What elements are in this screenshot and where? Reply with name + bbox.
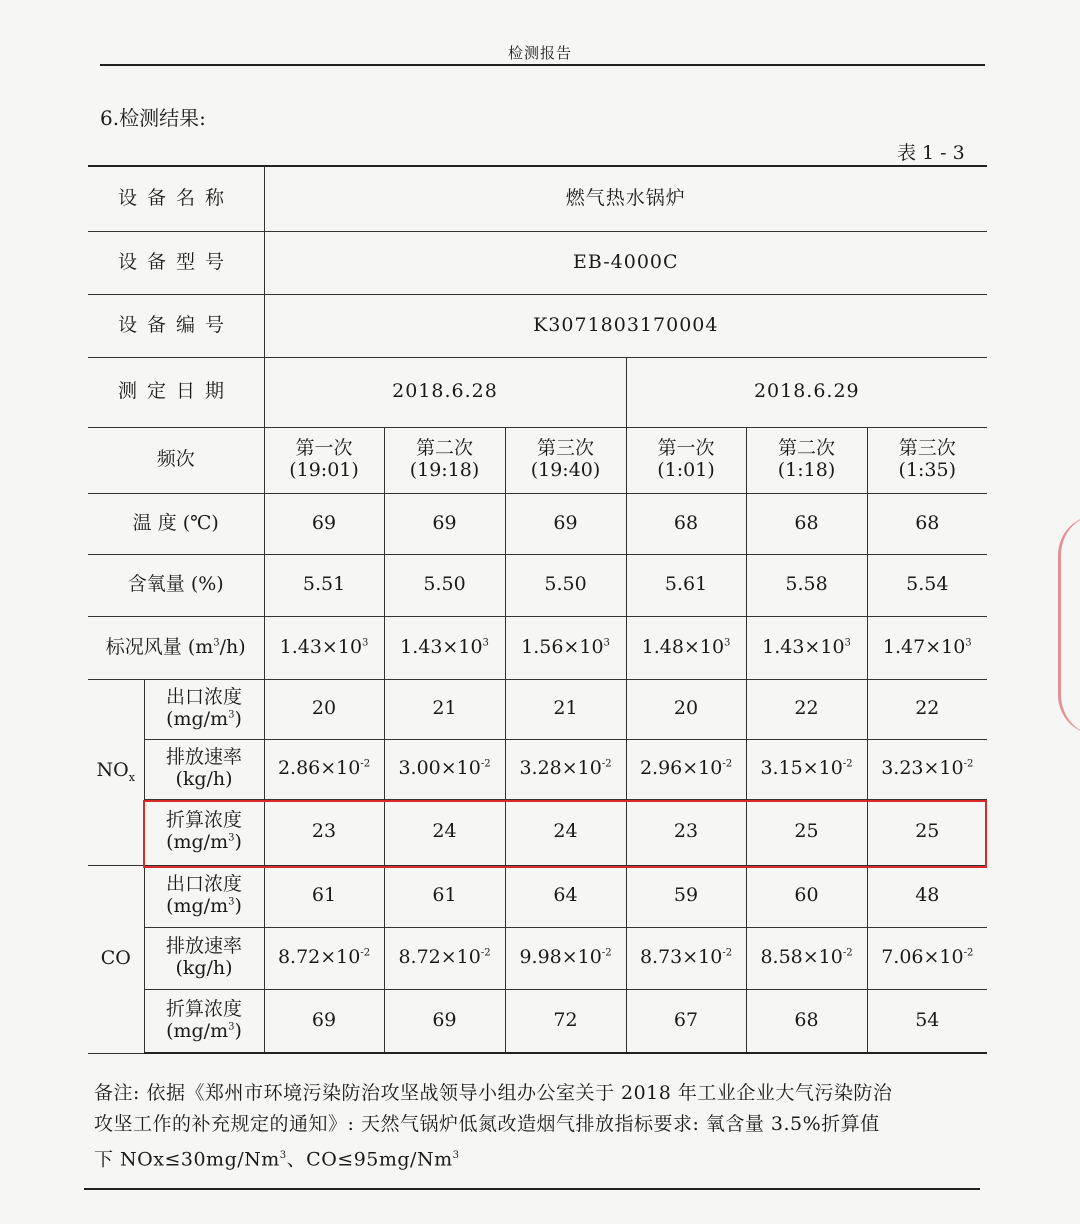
co-outlet-value: 61 — [384, 865, 505, 927]
frequency-name: 第二次 — [778, 437, 836, 460]
co-rate-value — [384, 927, 505, 989]
note-line-1: 备注: 依据《郑州市环境污染防治攻坚战领导小组办公室关于 2018 年工业企业大气污染防治 — [94, 1082, 893, 1104]
results-table — [88, 165, 987, 1054]
nox-group-label — [88, 679, 144, 865]
frequency-cell — [867, 427, 987, 493]
frequency-time: (19:18) — [409, 459, 480, 481]
nox-label: NO — [96, 758, 129, 781]
nox-rate-label-1: 排放速率 — [166, 746, 243, 769]
nox-converted-value: 24 — [384, 799, 505, 865]
airflow-label-end: /h) — [219, 635, 246, 658]
airflow-base: 1.43×10 — [762, 635, 845, 658]
note-line-2: 攻坚工作的补充规定的通知》: 天然气锅炉低氮改造烟气排放指标要求: 氧含量 3.5%折算值 — [94, 1113, 880, 1135]
co-rate-label-1: 排放速率 — [166, 935, 243, 958]
note-co-limit: 、CO≤95mg/Nm — [286, 1148, 453, 1171]
nox-rate-label — [144, 739, 264, 799]
oxygen-value: 5.50 — [505, 554, 626, 616]
co-converted-value: 69 — [384, 989, 505, 1053]
co-rate-value — [264, 927, 384, 989]
airflow-label-sup: 3 — [213, 637, 220, 649]
airflow-exp: 3 — [603, 637, 610, 649]
temperature-value: 69 — [264, 493, 384, 554]
nox-converted-value: 23 — [626, 799, 746, 865]
frequency-time: (19:40) — [530, 459, 601, 481]
airflow-value — [746, 616, 867, 679]
nox-rate-value — [746, 739, 867, 799]
co-outlet-label — [144, 865, 264, 927]
oxygen-value: 5.54 — [867, 554, 987, 616]
airflow-value — [867, 616, 987, 679]
nox-outlet-label — [144, 679, 264, 739]
airflow-exp: 3 — [362, 637, 369, 649]
nox-rate-exp: -2 — [963, 758, 974, 770]
co-rate-value — [746, 927, 867, 989]
test-date-label: 测定日期 — [88, 357, 264, 427]
nox-outlet-unit-sup: 3 — [228, 709, 235, 721]
co-converted-value: 54 — [867, 989, 987, 1053]
frequency-cell — [746, 427, 867, 493]
frequency-name: 第二次 — [416, 437, 474, 460]
device-model-label: 设备型号 — [88, 231, 264, 294]
nox-converted-value: 23 — [264, 799, 384, 865]
co-converted-label-1: 折算浓度 — [166, 997, 243, 1020]
nox-rate-exp: -2 — [360, 758, 371, 770]
frequency-cell — [626, 427, 746, 493]
airflow-value — [264, 616, 384, 679]
temperature-value: 68 — [746, 493, 867, 554]
nox-outlet-value: 20 — [626, 679, 746, 739]
co-rate-exp: -2 — [360, 947, 371, 959]
airflow-exp: 3 — [482, 637, 489, 649]
airflow-base: 1.43×10 — [279, 635, 363, 658]
note-nox-limit-sup: 3 — [279, 1150, 287, 1161]
co-rate-exp: -2 — [842, 947, 853, 959]
nox-rate-value — [867, 739, 987, 799]
airflow-exp: 3 — [965, 637, 972, 649]
note-co-limit-sup: 3 — [452, 1150, 460, 1161]
co-rate-base: 8.58×10 — [760, 946, 843, 969]
nox-rate-base: 3.23×10 — [881, 757, 964, 780]
section-title: 6.检测结果: — [100, 106, 206, 130]
temperature-label: 温 度 (℃) — [88, 493, 264, 554]
row-nox-rate — [88, 739, 987, 799]
row-co-converted — [88, 989, 987, 1053]
frequency-time: (19:01) — [289, 459, 359, 481]
note-nox-limit: 下 NOx≤30mg/Nm — [94, 1148, 280, 1171]
nox-rate-base: 2.86×10 — [277, 757, 361, 780]
airflow-value — [505, 616, 626, 679]
co-rate-value — [505, 927, 626, 989]
oxygen-value: 5.51 — [264, 554, 384, 616]
nox-converted-value: 25 — [867, 799, 987, 865]
nox-rate-exp: -2 — [601, 758, 612, 770]
oxygen-value: 5.58 — [746, 554, 867, 616]
nox-converted-unit-end: ) — [234, 831, 242, 853]
test-date-day1: 2018.6.28 — [264, 357, 626, 427]
co-converted-value: 69 — [264, 989, 384, 1053]
row-oxygen — [88, 554, 987, 616]
report-header-title: 检测报告 — [507, 44, 572, 62]
airflow-exp: 3 — [724, 637, 731, 649]
nox-outlet-value: 21 — [505, 679, 626, 739]
co-rate-base: 8.73×10 — [639, 946, 723, 969]
temperature-value: 68 — [626, 493, 746, 554]
co-group-label: CO — [88, 865, 144, 1053]
co-rate-exp: -2 — [963, 947, 974, 959]
red-seal-stamp-edge — [1058, 515, 1080, 735]
nox-rate-exp: -2 — [722, 758, 733, 770]
nox-outlet-value: 20 — [264, 679, 384, 739]
nox-outlet-unit-end: ) — [234, 708, 242, 730]
nox-converted-highlight-box — [143, 800, 987, 868]
airflow-exp: 3 — [844, 637, 851, 649]
co-outlet-value: 48 — [867, 865, 987, 927]
row-device-number — [88, 294, 987, 357]
nox-rate-value — [505, 739, 626, 799]
co-rate-base: 8.72×10 — [277, 946, 361, 969]
co-outlet-value: 59 — [626, 865, 746, 927]
frequency-time: (1:18) — [777, 459, 836, 481]
airflow-value — [626, 616, 746, 679]
co-outlet-unit: (mg/m — [166, 895, 229, 917]
device-name-label: 设备名称 — [88, 166, 264, 231]
airflow-base: 1.47×10 — [882, 635, 966, 658]
row-nox-outlet — [88, 679, 987, 739]
co-converted-value: 67 — [626, 989, 746, 1053]
frequency-cell — [505, 427, 626, 493]
nox-rate-exp: -2 — [842, 758, 853, 770]
nox-outlet-value: 22 — [746, 679, 867, 739]
nox-rate-value — [384, 739, 505, 799]
nox-outlet-value: 21 — [384, 679, 505, 739]
frequency-cell — [264, 427, 384, 493]
row-device-name — [88, 166, 987, 231]
nox-rate-base: 3.00×10 — [398, 757, 481, 780]
row-co-outlet — [88, 865, 987, 927]
nox-converted-unit: (mg/m — [166, 831, 229, 853]
co-outlet-label-1: 出口浓度 — [166, 873, 243, 896]
row-test-date — [88, 357, 987, 427]
co-converted-unit-end: ) — [234, 1019, 242, 1042]
nox-converted-label-1: 折算浓度 — [166, 809, 243, 832]
device-model-value: EB-4000C — [264, 231, 987, 294]
frequency-time: (1:35) — [898, 459, 957, 481]
co-outlet-value: 61 — [264, 865, 384, 927]
row-temperature — [88, 493, 987, 554]
temperature-value: 68 — [867, 493, 987, 554]
co-outlet-unit-sup: 3 — [228, 896, 235, 908]
airflow-base: 1.56×10 — [521, 635, 604, 658]
co-outlet-value: 64 — [505, 865, 626, 927]
table-number: 表 1 - 3 — [897, 142, 965, 164]
nox-outlet-label-1: 出口浓度 — [166, 686, 243, 709]
remarks-note — [94, 1078, 974, 1175]
co-rate-base: 8.72×10 — [398, 946, 481, 969]
row-device-model — [88, 231, 987, 294]
co-rate-exp: -2 — [480, 947, 491, 959]
co-outlet-value: 60 — [746, 865, 867, 927]
airflow-base: 1.43×10 — [400, 635, 483, 658]
nox-rate-value — [626, 739, 746, 799]
nox-rate-label-2: (kg/h) — [175, 768, 233, 790]
co-converted-value: 68 — [746, 989, 867, 1053]
co-rate-exp: -2 — [722, 947, 733, 959]
nox-outlet-unit: (mg/m — [166, 708, 229, 730]
airflow-base: 1.48×10 — [641, 635, 725, 658]
nox-converted-value: 24 — [505, 799, 626, 865]
temperature-value: 69 — [384, 493, 505, 554]
airflow-value — [384, 616, 505, 679]
co-converted-value: 72 — [505, 989, 626, 1053]
co-converted-unit: (mg/m — [166, 1019, 229, 1042]
device-number-value: K3071803170004 — [264, 294, 987, 357]
co-outlet-label-2 — [145, 896, 264, 918]
row-airflow — [88, 616, 987, 679]
co-rate-base: 9.98×10 — [519, 946, 602, 969]
co-rate-exp: -2 — [601, 947, 612, 959]
co-converted-label — [144, 989, 264, 1053]
frequency-name: 第三次 — [898, 437, 956, 460]
nox-label-sub: x — [128, 770, 135, 784]
nox-rate-base: 2.96×10 — [639, 757, 723, 780]
co-rate-base: 7.06×10 — [881, 946, 964, 969]
nox-rate-exp: -2 — [480, 758, 491, 770]
frequency-name: 第一次 — [295, 437, 353, 460]
co-rate-label — [144, 927, 264, 989]
airflow-label-text: 标况风量 (m — [105, 635, 214, 658]
nox-converted-unit-sup: 3 — [228, 832, 235, 844]
nox-rate-value — [264, 739, 384, 799]
nox-outlet-label-2 — [145, 709, 264, 731]
temperature-value: 69 — [505, 493, 626, 554]
co-converted-label-2 — [145, 1021, 264, 1043]
co-rate-value — [867, 927, 987, 989]
nox-converted-value: 25 — [746, 799, 867, 865]
airflow-label — [88, 616, 264, 679]
device-name-value: 燃气热水锅炉 — [264, 166, 987, 231]
note-line-3 — [94, 1140, 974, 1175]
device-number-label: 设备编号 — [88, 294, 264, 357]
frequency-name: 第一次 — [657, 437, 715, 460]
co-converted-unit-sup: 3 — [228, 1021, 235, 1033]
co-rate-label-2: (kg/h) — [175, 957, 233, 979]
row-frequency — [88, 427, 987, 493]
nox-outlet-value: 22 — [867, 679, 987, 739]
nox-rate-base: 3.15×10 — [760, 757, 843, 780]
co-rate-value — [626, 927, 746, 989]
frequency-cell — [384, 427, 505, 493]
header-rule — [100, 64, 985, 66]
oxygen-value: 5.50 — [384, 554, 505, 616]
co-outlet-unit-end: ) — [234, 895, 242, 917]
frequency-name: 第三次 — [537, 437, 595, 460]
row-co-rate — [88, 927, 987, 989]
frequency-time: (1:01) — [657, 459, 715, 481]
oxygen-label: 含氧量 (%) — [88, 554, 264, 616]
oxygen-value: 5.61 — [626, 554, 746, 616]
footer-rule — [84, 1188, 980, 1190]
nox-rate-base: 3.28×10 — [519, 757, 602, 780]
frequency-label: 频次 — [88, 427, 264, 493]
test-date-day2: 2018.6.29 — [626, 357, 987, 427]
